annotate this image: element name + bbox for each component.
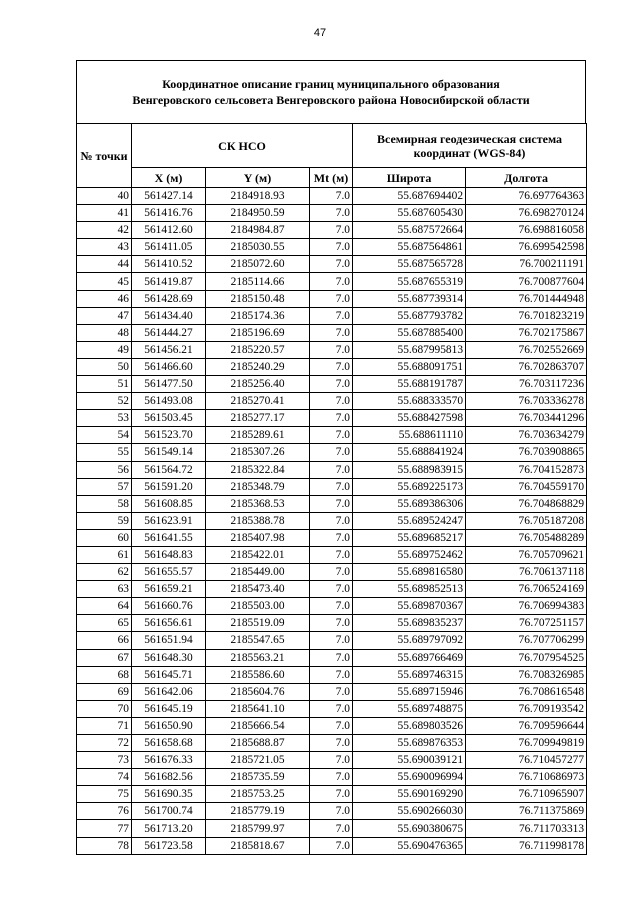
cell-point-number: 41 <box>77 205 132 222</box>
table-row <box>77 632 587 649</box>
cell-mt: 7.0 <box>310 581 353 598</box>
cell-y: 2185289.61 <box>206 427 310 444</box>
cell-latitude: 55.689386306 <box>353 495 466 512</box>
cell-x: 561642.06 <box>132 683 206 700</box>
cell-latitude: 55.689685217 <box>353 529 466 546</box>
cell-mt: 7.0 <box>310 290 353 307</box>
cell-latitude: 55.687694402 <box>353 188 466 205</box>
cell-mt: 7.0 <box>310 239 353 256</box>
cell-y: 2185753.25 <box>206 786 310 803</box>
cell-y: 2185666.54 <box>206 717 310 734</box>
cell-longitude: 76.709596644 <box>466 717 587 734</box>
table-row <box>77 341 587 358</box>
cell-x: 561623.91 <box>132 512 206 529</box>
cell-point-number: 45 <box>77 273 132 290</box>
cell-x: 561682.56 <box>132 769 206 786</box>
cell-longitude: 76.708326985 <box>466 666 587 683</box>
cell-x: 561428.69 <box>132 290 206 307</box>
header-longitude: Долгота <box>466 168 587 188</box>
cell-y: 2185735.59 <box>206 769 310 786</box>
cell-mt: 7.0 <box>310 188 353 205</box>
table-row <box>77 717 587 734</box>
cell-longitude: 76.702175867 <box>466 324 587 341</box>
cell-longitude: 76.708616548 <box>466 683 587 700</box>
cell-longitude: 76.702863707 <box>466 358 587 375</box>
cell-x: 561650.90 <box>132 717 206 734</box>
cell-y: 2185150.48 <box>206 290 310 307</box>
cell-point-number: 70 <box>77 700 132 717</box>
cell-longitude: 76.707954525 <box>466 649 587 666</box>
cell-x: 561713.20 <box>132 820 206 837</box>
cell-mt: 7.0 <box>310 717 353 734</box>
cell-latitude: 55.687793782 <box>353 307 466 324</box>
cell-longitude: 76.711375869 <box>466 803 587 820</box>
table-row <box>77 376 587 393</box>
cell-point-number: 68 <box>77 666 132 683</box>
cell-point-number: 74 <box>77 769 132 786</box>
page-number: 47 <box>313 27 327 39</box>
cell-mt: 7.0 <box>310 273 353 290</box>
cell-mt: 7.0 <box>310 512 353 529</box>
cell-longitude: 76.711998178 <box>466 837 587 854</box>
cell-latitude: 55.687655319 <box>353 273 466 290</box>
cell-longitude: 76.704868829 <box>466 495 587 512</box>
cell-mt: 7.0 <box>310 410 353 427</box>
cell-point-number: 47 <box>77 307 132 324</box>
cell-latitude: 55.689746315 <box>353 666 466 683</box>
table-row <box>77 256 587 273</box>
header-mt: Mt (м) <box>310 168 353 188</box>
cell-x: 561503.45 <box>132 410 206 427</box>
cell-longitude: 76.703441296 <box>466 410 587 427</box>
cell-y: 2185818.67 <box>206 837 310 854</box>
table-row <box>77 495 587 512</box>
cell-y: 2185174.36 <box>206 307 310 324</box>
cell-y: 2185277.17 <box>206 410 310 427</box>
coordinates-table <box>76 123 587 855</box>
cell-latitude: 55.689766469 <box>353 649 466 666</box>
cell-y: 2185547.65 <box>206 632 310 649</box>
cell-latitude: 55.688333570 <box>353 393 466 410</box>
cell-x: 561410.52 <box>132 256 206 273</box>
cell-y: 2185641.10 <box>206 700 310 717</box>
cell-mt: 7.0 <box>310 683 353 700</box>
title-line-2: Венгеровского сельсовета Венгеровского района Новосибирской области <box>132 93 530 107</box>
cell-y: 2185114.66 <box>206 273 310 290</box>
cell-y: 2184984.87 <box>206 222 310 239</box>
cell-point-number: 65 <box>77 615 132 632</box>
cell-longitude: 76.697764363 <box>466 188 587 205</box>
cell-x: 561658.68 <box>132 735 206 752</box>
table-row <box>77 666 587 683</box>
cell-point-number: 66 <box>77 632 132 649</box>
table-row <box>77 512 587 529</box>
cell-point-number: 76 <box>77 803 132 820</box>
cell-x: 561523.70 <box>132 427 206 444</box>
cell-x: 561427.14 <box>132 188 206 205</box>
header-point-number: № точки <box>77 124 132 188</box>
cell-latitude: 55.689803526 <box>353 717 466 734</box>
table-row <box>77 307 587 324</box>
cell-point-number: 63 <box>77 581 132 598</box>
cell-y: 2185240.29 <box>206 358 310 375</box>
table-row <box>77 358 587 375</box>
cell-mt: 7.0 <box>310 666 353 683</box>
header-x: X (м) <box>132 168 206 188</box>
cell-point-number: 73 <box>77 752 132 769</box>
table-row <box>77 324 587 341</box>
cell-x: 561456.21 <box>132 341 206 358</box>
cell-y: 2185563.21 <box>206 649 310 666</box>
title-line-1: Координатное описание границ муниципального образования <box>162 77 500 91</box>
cell-point-number: 43 <box>77 239 132 256</box>
table-row <box>77 290 587 307</box>
cell-point-number: 49 <box>77 341 132 358</box>
cell-mt: 7.0 <box>310 307 353 324</box>
cell-longitude: 76.701823219 <box>466 307 587 324</box>
cell-mt: 7.0 <box>310 393 353 410</box>
cell-latitude: 55.689852513 <box>353 581 466 598</box>
cell-y: 2185348.79 <box>206 478 310 495</box>
cell-mt: 7.0 <box>310 649 353 666</box>
cell-y: 2185688.87 <box>206 735 310 752</box>
table-body <box>77 188 587 855</box>
table-row <box>77 735 587 752</box>
cell-y: 2185799.97 <box>206 820 310 837</box>
cell-mt: 7.0 <box>310 752 353 769</box>
cell-point-number: 61 <box>77 546 132 563</box>
cell-y: 2185270.41 <box>206 393 310 410</box>
cell-y: 2185196.69 <box>206 324 310 341</box>
cell-point-number: 44 <box>77 256 132 273</box>
cell-mt: 7.0 <box>310 256 353 273</box>
cell-mt: 7.0 <box>310 205 353 222</box>
cell-mt: 7.0 <box>310 341 353 358</box>
cell-x: 561648.30 <box>132 649 206 666</box>
cell-latitude: 55.690476365 <box>353 837 466 854</box>
cell-point-number: 71 <box>77 717 132 734</box>
cell-y: 2185473.40 <box>206 581 310 598</box>
cell-mt: 7.0 <box>310 461 353 478</box>
cell-latitude: 55.687605430 <box>353 205 466 222</box>
cell-x: 561419.87 <box>132 273 206 290</box>
cell-point-number: 53 <box>77 410 132 427</box>
table-row <box>77 615 587 632</box>
cell-latitude: 55.689225173 <box>353 478 466 495</box>
document-title <box>76 60 586 124</box>
cell-longitude: 76.710965907 <box>466 786 587 803</box>
cell-point-number: 72 <box>77 735 132 752</box>
table-row <box>77 444 587 461</box>
cell-latitude: 55.689715946 <box>353 683 466 700</box>
cell-mt: 7.0 <box>310 444 353 461</box>
cell-latitude: 55.688091751 <box>353 358 466 375</box>
cell-longitude: 76.704152873 <box>466 461 587 478</box>
cell-x: 561651.94 <box>132 632 206 649</box>
cell-x: 561645.71 <box>132 666 206 683</box>
cell-latitude: 55.687564861 <box>353 239 466 256</box>
cell-latitude: 55.689748875 <box>353 700 466 717</box>
table-row <box>77 683 587 700</box>
header-latitude: Широта <box>353 168 466 188</box>
table-row <box>77 769 587 786</box>
cell-longitude: 76.704559170 <box>466 478 587 495</box>
cell-point-number: 50 <box>77 358 132 375</box>
table-row <box>77 837 587 854</box>
cell-mt: 7.0 <box>310 564 353 581</box>
table-row <box>77 803 587 820</box>
cell-point-number: 51 <box>77 376 132 393</box>
cell-y: 2184950.59 <box>206 205 310 222</box>
table-row <box>77 188 587 205</box>
cell-point-number: 75 <box>77 786 132 803</box>
table-row <box>77 427 587 444</box>
cell-y: 2185388.78 <box>206 512 310 529</box>
cell-longitude: 76.706137118 <box>466 564 587 581</box>
cell-mt: 7.0 <box>310 615 353 632</box>
cell-x: 561608.85 <box>132 495 206 512</box>
cell-mt: 7.0 <box>310 598 353 615</box>
table-row <box>77 478 587 495</box>
cell-x: 561723.58 <box>132 837 206 854</box>
cell-longitude: 76.700211191 <box>466 256 587 273</box>
cell-mt: 7.0 <box>310 632 353 649</box>
cell-longitude: 76.705187208 <box>466 512 587 529</box>
cell-longitude: 76.710686973 <box>466 769 587 786</box>
cell-point-number: 40 <box>77 188 132 205</box>
table-row <box>77 273 587 290</box>
cell-latitude: 55.689752462 <box>353 546 466 563</box>
cell-longitude: 76.702552669 <box>466 341 587 358</box>
cell-longitude: 76.700877604 <box>466 273 587 290</box>
table-row <box>77 222 587 239</box>
cell-point-number: 42 <box>77 222 132 239</box>
cell-longitude: 76.703117236 <box>466 376 587 393</box>
cell-mt: 7.0 <box>310 376 353 393</box>
cell-point-number: 52 <box>77 393 132 410</box>
cell-y: 2185721.05 <box>206 752 310 769</box>
cell-y: 2185519.09 <box>206 615 310 632</box>
cell-x: 561655.57 <box>132 564 206 581</box>
cell-y: 2185256.40 <box>206 376 310 393</box>
cell-x: 561591.20 <box>132 478 206 495</box>
cell-x: 561700.74 <box>132 803 206 820</box>
cell-latitude: 55.688983915 <box>353 461 466 478</box>
cell-point-number: 54 <box>77 427 132 444</box>
cell-point-number: 46 <box>77 290 132 307</box>
table-row <box>77 564 587 581</box>
cell-point-number: 60 <box>77 529 132 546</box>
cell-latitude: 55.687739314 <box>353 290 466 307</box>
cell-point-number: 64 <box>77 598 132 615</box>
table-row <box>77 649 587 666</box>
table-row <box>77 786 587 803</box>
cell-mt: 7.0 <box>310 769 353 786</box>
cell-point-number: 58 <box>77 495 132 512</box>
cell-x: 561411.05 <box>132 239 206 256</box>
cell-mt: 7.0 <box>310 803 353 820</box>
cell-mt: 7.0 <box>310 222 353 239</box>
cell-longitude: 76.709949819 <box>466 735 587 752</box>
cell-longitude: 76.707251157 <box>466 615 587 632</box>
cell-point-number: 62 <box>77 564 132 581</box>
cell-latitude: 55.687995813 <box>353 341 466 358</box>
cell-mt: 7.0 <box>310 735 353 752</box>
cell-latitude: 55.690169290 <box>353 786 466 803</box>
cell-mt: 7.0 <box>310 324 353 341</box>
table-row <box>77 820 587 837</box>
cell-longitude: 76.706994383 <box>466 598 587 615</box>
table-row <box>77 546 587 563</box>
cell-x: 561645.19 <box>132 700 206 717</box>
cell-latitude: 55.689870367 <box>353 598 466 615</box>
table-row <box>77 410 587 427</box>
cell-x: 561477.50 <box>132 376 206 393</box>
cell-x: 561659.21 <box>132 581 206 598</box>
cell-longitude: 76.705709621 <box>466 546 587 563</box>
cell-mt: 7.0 <box>310 478 353 495</box>
cell-point-number: 77 <box>77 820 132 837</box>
cell-latitude: 55.689835237 <box>353 615 466 632</box>
cell-y: 2185030.55 <box>206 239 310 256</box>
header-sk-nso: СК НСО <box>132 124 353 168</box>
header-y: Y (м) <box>206 168 310 188</box>
cell-mt: 7.0 <box>310 837 353 854</box>
cell-latitude: 55.689876353 <box>353 735 466 752</box>
cell-longitude: 76.698270124 <box>466 205 587 222</box>
cell-x: 561656.61 <box>132 615 206 632</box>
cell-latitude: 55.687885400 <box>353 324 466 341</box>
cell-x: 561641.55 <box>132 529 206 546</box>
cell-latitude: 55.690039121 <box>353 752 466 769</box>
cell-longitude: 76.709193542 <box>466 700 587 717</box>
cell-y: 2185449.00 <box>206 564 310 581</box>
cell-point-number: 57 <box>77 478 132 495</box>
cell-x: 561444.27 <box>132 324 206 341</box>
cell-latitude: 55.689797092 <box>353 632 466 649</box>
cell-y: 2185586.60 <box>206 666 310 683</box>
cell-mt: 7.0 <box>310 495 353 512</box>
cell-y: 2185604.76 <box>206 683 310 700</box>
cell-mt: 7.0 <box>310 546 353 563</box>
cell-point-number: 59 <box>77 512 132 529</box>
cell-longitude: 76.705488289 <box>466 529 587 546</box>
cell-longitude: 76.703634279 <box>466 427 587 444</box>
table-row <box>77 581 587 598</box>
cell-latitude: 55.690266030 <box>353 803 466 820</box>
cell-longitude: 76.698816058 <box>466 222 587 239</box>
cell-mt: 7.0 <box>310 427 353 444</box>
cell-x: 561676.33 <box>132 752 206 769</box>
cell-longitude: 76.707706299 <box>466 632 587 649</box>
cell-latitude: 55.687565728 <box>353 256 466 273</box>
cell-latitude: 55.688611110 <box>353 427 466 444</box>
cell-y: 2185779.19 <box>206 803 310 820</box>
cell-longitude: 76.710457277 <box>466 752 587 769</box>
cell-x: 561660.76 <box>132 598 206 615</box>
cell-point-number: 78 <box>77 837 132 854</box>
table-row <box>77 461 587 478</box>
cell-point-number: 69 <box>77 683 132 700</box>
cell-y: 2185220.57 <box>206 341 310 358</box>
cell-latitude: 55.690096994 <box>353 769 466 786</box>
header-wgs84: Всемирная геодезическая система координат (WGS-84) <box>353 124 587 168</box>
cell-y: 2185407.98 <box>206 529 310 546</box>
table-row <box>77 700 587 717</box>
cell-y: 2185307.26 <box>206 444 310 461</box>
cell-mt: 7.0 <box>310 358 353 375</box>
cell-x: 561564.72 <box>132 461 206 478</box>
cell-longitude: 76.699542598 <box>466 239 587 256</box>
cell-y: 2185368.53 <box>206 495 310 512</box>
cell-y: 2184918.93 <box>206 188 310 205</box>
cell-x: 561690.35 <box>132 786 206 803</box>
cell-latitude: 55.690380675 <box>353 820 466 837</box>
cell-x: 561416.76 <box>132 205 206 222</box>
cell-longitude: 76.711703313 <box>466 820 587 837</box>
cell-latitude: 55.689524247 <box>353 512 466 529</box>
table-row <box>77 393 587 410</box>
cell-mt: 7.0 <box>310 700 353 717</box>
cell-mt: 7.0 <box>310 529 353 546</box>
cell-mt: 7.0 <box>310 786 353 803</box>
table-row <box>77 205 587 222</box>
cell-longitude: 76.701444948 <box>466 290 587 307</box>
cell-x: 561412.60 <box>132 222 206 239</box>
cell-point-number: 67 <box>77 649 132 666</box>
cell-point-number: 56 <box>77 461 132 478</box>
cell-x: 561466.60 <box>132 358 206 375</box>
cell-y: 2185322.84 <box>206 461 310 478</box>
cell-mt: 7.0 <box>310 820 353 837</box>
table-row <box>77 752 587 769</box>
cell-x: 561434.40 <box>132 307 206 324</box>
table-row <box>77 529 587 546</box>
cell-point-number: 55 <box>77 444 132 461</box>
cell-x: 561549.14 <box>132 444 206 461</box>
cell-latitude: 55.688427598 <box>353 410 466 427</box>
cell-y: 2185072.60 <box>206 256 310 273</box>
table-row <box>77 239 587 256</box>
cell-latitude: 55.689816580 <box>353 564 466 581</box>
cell-latitude: 55.687572664 <box>353 222 466 239</box>
cell-longitude: 76.706524169 <box>466 581 587 598</box>
cell-x: 561648.83 <box>132 546 206 563</box>
cell-longitude: 76.703336278 <box>466 393 587 410</box>
cell-x: 561493.08 <box>132 393 206 410</box>
cell-y: 2185422.01 <box>206 546 310 563</box>
cell-latitude: 55.688841924 <box>353 444 466 461</box>
cell-latitude: 55.688191787 <box>353 376 466 393</box>
cell-point-number: 48 <box>77 324 132 341</box>
cell-y: 2185503.00 <box>206 598 310 615</box>
cell-longitude: 76.703908865 <box>466 444 587 461</box>
table-row <box>77 598 587 615</box>
